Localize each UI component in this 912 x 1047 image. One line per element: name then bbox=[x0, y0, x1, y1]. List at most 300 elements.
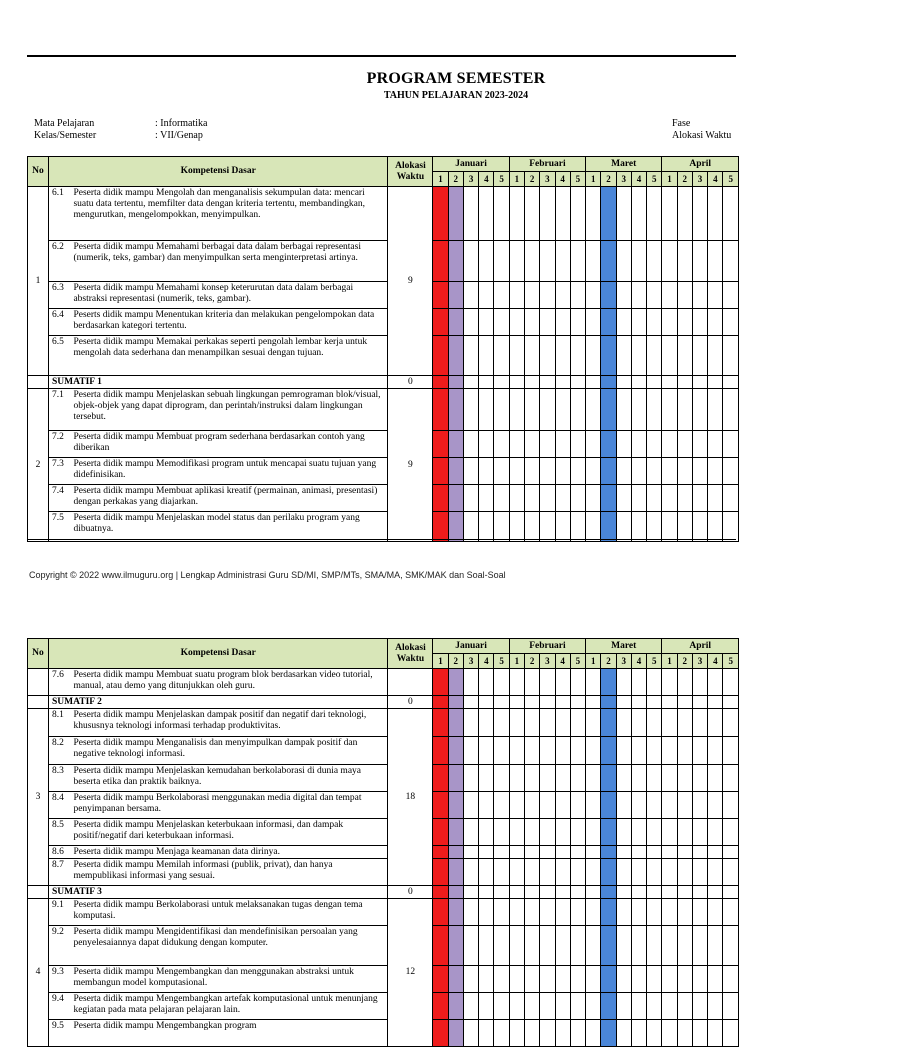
week-cell bbox=[631, 926, 646, 966]
week-cell bbox=[616, 669, 631, 696]
week-cell bbox=[708, 709, 723, 737]
week-cell bbox=[586, 926, 601, 966]
week-cell bbox=[586, 846, 601, 859]
week-cell bbox=[586, 859, 601, 886]
week-cell bbox=[708, 846, 723, 859]
header-week: 5 bbox=[723, 172, 739, 187]
week-cell bbox=[509, 886, 524, 899]
kd-number: 7.5 bbox=[48, 512, 70, 542]
week-cell bbox=[662, 765, 677, 792]
week-cell bbox=[662, 241, 677, 282]
group-number: 4 bbox=[28, 899, 49, 1047]
week-cell bbox=[631, 309, 646, 336]
week-cell-red bbox=[433, 187, 448, 241]
header-week: 1 bbox=[586, 172, 601, 187]
week-cell-purple bbox=[448, 512, 463, 542]
week-cell bbox=[708, 899, 723, 926]
week-cell bbox=[586, 431, 601, 458]
week-cell bbox=[479, 282, 494, 309]
week-cell bbox=[540, 859, 555, 886]
week-cell bbox=[616, 899, 631, 926]
week-cell bbox=[662, 926, 677, 966]
week-cell bbox=[708, 241, 723, 282]
week-cell bbox=[708, 993, 723, 1020]
kd-number: 6.1 bbox=[48, 187, 70, 241]
week-cell-purple bbox=[448, 282, 463, 309]
kd-number: 7.6 bbox=[48, 669, 70, 696]
sumatif-row bbox=[28, 696, 739, 709]
week-cell-purple bbox=[448, 669, 463, 696]
week-cell bbox=[723, 309, 739, 336]
week-cell bbox=[509, 819, 524, 846]
kd-row bbox=[28, 187, 739, 241]
alokasi-waktu-value: 9 bbox=[388, 389, 433, 542]
week-cell bbox=[723, 512, 739, 542]
week-cell bbox=[570, 282, 585, 309]
week-cell bbox=[494, 966, 509, 993]
week-cell bbox=[692, 485, 707, 512]
kd-row bbox=[28, 389, 739, 431]
week-cell-red bbox=[433, 709, 448, 737]
week-cell bbox=[540, 792, 555, 819]
week-cell bbox=[540, 926, 555, 966]
week-cell bbox=[586, 1020, 601, 1047]
week-cell-blue bbox=[601, 737, 616, 765]
week-cell bbox=[555, 846, 570, 859]
kd-row bbox=[28, 926, 739, 966]
kd-description: Peserta didik mampu Memodifikasi program untuk mencapai suatu tujuan yang didefinisikan. bbox=[70, 458, 387, 485]
week-cell bbox=[647, 389, 662, 431]
week-cell bbox=[525, 792, 540, 819]
kd-description: Peserta didik mampu Mengembangkan dan menggunakan abstraksi untuk membangun model komputasional. bbox=[70, 966, 387, 993]
week-cell bbox=[723, 187, 739, 241]
week-cell-red bbox=[433, 669, 448, 696]
week-cell bbox=[616, 512, 631, 542]
mapel-value: : Informatika bbox=[155, 118, 208, 129]
header-week: 1 bbox=[433, 654, 448, 669]
week-cell-red bbox=[433, 431, 448, 458]
week-cell-purple bbox=[448, 431, 463, 458]
week-cell bbox=[494, 376, 509, 389]
week-cell bbox=[708, 669, 723, 696]
kd-number: 8.3 bbox=[48, 765, 70, 792]
week-cell bbox=[494, 765, 509, 792]
header-week: 4 bbox=[631, 654, 646, 669]
week-cell bbox=[555, 966, 570, 993]
week-cell bbox=[555, 792, 570, 819]
week-cell bbox=[494, 512, 509, 542]
kd-number: 6.3 bbox=[48, 282, 70, 309]
week-cell-purple bbox=[448, 846, 463, 859]
week-cell-blue bbox=[601, 819, 616, 846]
week-cell bbox=[555, 709, 570, 737]
week-cell-red bbox=[433, 899, 448, 926]
week-cell-blue bbox=[601, 966, 616, 993]
header-no: No bbox=[28, 639, 49, 669]
week-cell bbox=[662, 696, 677, 709]
week-cell bbox=[509, 993, 524, 1020]
week-cell bbox=[708, 966, 723, 993]
week-cell bbox=[463, 899, 478, 926]
week-cell bbox=[631, 389, 646, 431]
week-cell bbox=[723, 669, 739, 696]
week-cell bbox=[692, 187, 707, 241]
week-cell bbox=[494, 1020, 509, 1047]
week-cell-red bbox=[433, 886, 448, 899]
week-cell bbox=[525, 846, 540, 859]
week-cell bbox=[723, 1020, 739, 1047]
program-table-page1 bbox=[27, 156, 739, 539]
week-cell bbox=[692, 458, 707, 485]
week-cell bbox=[631, 1020, 646, 1047]
week-cell bbox=[647, 282, 662, 309]
week-cell bbox=[525, 993, 540, 1020]
week-cell bbox=[586, 376, 601, 389]
week-cell-blue bbox=[601, 859, 616, 886]
week-cell bbox=[647, 899, 662, 926]
week-cell bbox=[631, 485, 646, 512]
week-cell-purple bbox=[448, 966, 463, 993]
week-cell bbox=[586, 886, 601, 899]
week-cell-blue bbox=[601, 696, 616, 709]
kd-row bbox=[28, 669, 739, 696]
week-cell bbox=[586, 709, 601, 737]
header-week: 1 bbox=[433, 172, 448, 187]
week-cell-red bbox=[433, 765, 448, 792]
week-cell bbox=[723, 899, 739, 926]
week-cell-blue bbox=[601, 792, 616, 819]
week-cell bbox=[723, 709, 739, 737]
week-cell-purple bbox=[448, 696, 463, 709]
week-cell bbox=[525, 512, 540, 542]
week-cell bbox=[494, 669, 509, 696]
week-cell-red bbox=[433, 993, 448, 1020]
week-cell-purple bbox=[448, 993, 463, 1020]
header-week: 5 bbox=[647, 172, 662, 187]
kd-row bbox=[28, 819, 739, 846]
header-week: 4 bbox=[708, 654, 723, 669]
header-month: Februari bbox=[509, 639, 585, 654]
week-cell bbox=[494, 993, 509, 1020]
kd-row bbox=[28, 1020, 739, 1047]
week-cell bbox=[677, 696, 692, 709]
week-cell bbox=[479, 431, 494, 458]
week-cell bbox=[586, 737, 601, 765]
kd-row bbox=[28, 792, 739, 819]
copyright-footer: Copyright © 2022 www.ilmuguru.org | Lengkap Administrasi Guru SD/MI, SMP/MTs, SMA/MA, SMK/MAK dan Soal-Soal bbox=[29, 570, 506, 580]
week-cell bbox=[708, 737, 723, 765]
header-no: No bbox=[28, 157, 49, 187]
week-cell bbox=[509, 792, 524, 819]
week-cell bbox=[525, 282, 540, 309]
week-cell bbox=[509, 431, 524, 458]
week-cell bbox=[708, 389, 723, 431]
week-cell bbox=[662, 389, 677, 431]
week-cell bbox=[494, 926, 509, 966]
week-cell bbox=[540, 485, 555, 512]
week-cell bbox=[616, 241, 631, 282]
week-cell bbox=[662, 899, 677, 926]
week-cell bbox=[479, 819, 494, 846]
week-cell bbox=[708, 1020, 723, 1047]
week-cell bbox=[494, 737, 509, 765]
week-cell-blue bbox=[601, 241, 616, 282]
header-month: April bbox=[662, 639, 739, 654]
week-cell bbox=[463, 187, 478, 241]
week-cell-blue bbox=[601, 1020, 616, 1047]
week-cell bbox=[647, 737, 662, 765]
week-cell bbox=[647, 886, 662, 899]
header-week: 1 bbox=[509, 172, 524, 187]
alokasi-waktu-value bbox=[388, 669, 433, 696]
week-cell bbox=[662, 431, 677, 458]
week-cell-purple bbox=[448, 1020, 463, 1047]
kd-row bbox=[28, 241, 739, 282]
week-cell bbox=[525, 966, 540, 993]
week-cell bbox=[479, 966, 494, 993]
week-cell bbox=[555, 696, 570, 709]
week-cell bbox=[616, 336, 631, 376]
week-cell bbox=[723, 846, 739, 859]
week-cell bbox=[525, 241, 540, 282]
week-cell bbox=[540, 1020, 555, 1047]
header-month: Januari bbox=[433, 639, 509, 654]
week-cell bbox=[616, 187, 631, 241]
week-cell bbox=[479, 669, 494, 696]
week-cell bbox=[463, 389, 478, 431]
week-cell bbox=[631, 512, 646, 542]
week-cell bbox=[555, 282, 570, 309]
week-cell bbox=[708, 765, 723, 792]
week-cell bbox=[662, 846, 677, 859]
week-cell bbox=[586, 336, 601, 376]
week-cell-blue bbox=[601, 376, 616, 389]
week-cell bbox=[631, 187, 646, 241]
week-cell-blue bbox=[601, 187, 616, 241]
week-cell bbox=[692, 376, 707, 389]
week-cell bbox=[540, 282, 555, 309]
week-cell bbox=[677, 737, 692, 765]
week-cell bbox=[631, 696, 646, 709]
week-cell bbox=[708, 792, 723, 819]
week-cell bbox=[586, 309, 601, 336]
week-cell bbox=[662, 993, 677, 1020]
kd-description: Peserta didik mampu Menjelaskan dampak positif dan negatif dari teknologi, khususnya teknologi informasi terhadap produktivitas. bbox=[70, 709, 387, 737]
week-cell bbox=[692, 669, 707, 696]
sumatif-label: SUMATIF 3 bbox=[48, 886, 387, 899]
week-cell bbox=[540, 431, 555, 458]
week-cell bbox=[463, 376, 478, 389]
week-cell bbox=[647, 846, 662, 859]
week-cell bbox=[540, 966, 555, 993]
kd-row bbox=[28, 336, 739, 376]
sumatif-alokasi: 0 bbox=[388, 696, 433, 709]
week-cell bbox=[677, 899, 692, 926]
header-month: April bbox=[662, 157, 739, 172]
week-cell-red bbox=[433, 458, 448, 485]
header-week: 3 bbox=[616, 654, 631, 669]
header-week: 3 bbox=[692, 654, 707, 669]
week-cell bbox=[540, 899, 555, 926]
week-cell bbox=[463, 669, 478, 696]
week-cell bbox=[540, 389, 555, 431]
week-cell bbox=[509, 737, 524, 765]
week-cell bbox=[570, 309, 585, 336]
kd-row bbox=[28, 431, 739, 458]
week-cell bbox=[555, 485, 570, 512]
week-cell bbox=[479, 899, 494, 926]
kd-row bbox=[28, 709, 739, 737]
week-cell bbox=[570, 765, 585, 792]
week-cell bbox=[631, 709, 646, 737]
sumatif-label: SUMATIF 2 bbox=[48, 696, 387, 709]
week-cell bbox=[616, 709, 631, 737]
week-cell bbox=[540, 819, 555, 846]
week-cell-purple bbox=[448, 792, 463, 819]
week-cell bbox=[463, 1020, 478, 1047]
week-cell bbox=[631, 376, 646, 389]
week-cell bbox=[570, 899, 585, 926]
week-cell-blue bbox=[601, 336, 616, 376]
week-cell bbox=[662, 485, 677, 512]
week-cell bbox=[647, 696, 662, 709]
week-cell bbox=[586, 819, 601, 846]
week-cell bbox=[463, 765, 478, 792]
week-cell-red bbox=[433, 389, 448, 431]
week-cell bbox=[723, 431, 739, 458]
kd-number: 8.2 bbox=[48, 737, 70, 765]
week-cell bbox=[631, 669, 646, 696]
group-number: 1 bbox=[28, 187, 49, 376]
week-cell-purple bbox=[448, 389, 463, 431]
week-cell-blue bbox=[601, 389, 616, 431]
week-cell-blue bbox=[601, 846, 616, 859]
week-cell bbox=[525, 899, 540, 926]
week-cell bbox=[479, 458, 494, 485]
week-cell bbox=[570, 846, 585, 859]
week-cell bbox=[540, 669, 555, 696]
week-cell bbox=[570, 993, 585, 1020]
kd-description: Peserta didik mampu Berkolaborasi untuk melaksanakan tugas dengan tema komputasi. bbox=[70, 899, 387, 926]
kd-row bbox=[28, 458, 739, 485]
week-cell bbox=[570, 819, 585, 846]
week-cell-red bbox=[433, 859, 448, 886]
week-cell bbox=[692, 792, 707, 819]
header-week: 4 bbox=[479, 654, 494, 669]
week-cell bbox=[662, 512, 677, 542]
week-cell bbox=[494, 709, 509, 737]
week-cell bbox=[631, 282, 646, 309]
week-cell bbox=[463, 431, 478, 458]
week-cell bbox=[677, 458, 692, 485]
kelas-label: Kelas/Semester bbox=[34, 130, 97, 141]
week-cell bbox=[509, 376, 524, 389]
week-cell bbox=[509, 485, 524, 512]
mapel-label: Mata Pelajaran bbox=[34, 118, 95, 129]
kd-number: 7.1 bbox=[48, 389, 70, 431]
week-cell bbox=[525, 765, 540, 792]
week-cell bbox=[479, 1020, 494, 1047]
week-cell bbox=[662, 669, 677, 696]
kd-description: Peserta didik mampu Berkolaborasi menggunakan media digital dan tempat penyimpanan bersama. bbox=[70, 792, 387, 819]
week-cell bbox=[677, 792, 692, 819]
week-cell bbox=[647, 512, 662, 542]
kd-number: 8.5 bbox=[48, 819, 70, 846]
week-cell-blue bbox=[601, 993, 616, 1020]
alokasi-waktu-value: 9 bbox=[388, 187, 433, 376]
week-cell bbox=[662, 309, 677, 336]
week-cell bbox=[631, 336, 646, 376]
week-cell bbox=[616, 282, 631, 309]
week-cell bbox=[479, 512, 494, 542]
week-cell-purple bbox=[448, 926, 463, 966]
week-cell bbox=[494, 899, 509, 926]
week-cell-purple bbox=[448, 485, 463, 512]
week-cell bbox=[509, 336, 524, 376]
week-cell bbox=[494, 792, 509, 819]
kd-description: Peserta didik mampu Menjelaskan model status dan perilaku program yang dibuatnya. bbox=[70, 512, 387, 542]
week-cell bbox=[540, 512, 555, 542]
week-cell bbox=[647, 187, 662, 241]
header-week: 4 bbox=[479, 172, 494, 187]
week-cell bbox=[479, 859, 494, 886]
week-cell bbox=[616, 846, 631, 859]
week-cell-red bbox=[433, 792, 448, 819]
week-cell bbox=[692, 282, 707, 309]
week-cell-red bbox=[433, 241, 448, 282]
week-cell bbox=[509, 1020, 524, 1047]
week-cell bbox=[463, 485, 478, 512]
kd-number: 8.7 bbox=[48, 859, 70, 886]
week-cell bbox=[723, 765, 739, 792]
header-alokasi-waktu: Alokasi Waktu bbox=[388, 157, 433, 187]
week-cell bbox=[479, 926, 494, 966]
week-cell bbox=[555, 512, 570, 542]
week-cell bbox=[463, 309, 478, 336]
week-cell bbox=[479, 389, 494, 431]
week-cell-purple bbox=[448, 458, 463, 485]
week-cell bbox=[723, 993, 739, 1020]
week-cell bbox=[616, 376, 631, 389]
week-cell-blue bbox=[601, 765, 616, 792]
week-cell bbox=[479, 696, 494, 709]
week-cell bbox=[692, 1020, 707, 1047]
week-cell bbox=[662, 187, 677, 241]
week-cell bbox=[570, 485, 585, 512]
week-cell bbox=[647, 966, 662, 993]
header-week: 4 bbox=[631, 172, 646, 187]
week-cell bbox=[509, 187, 524, 241]
week-cell bbox=[570, 709, 585, 737]
week-cell bbox=[631, 241, 646, 282]
kd-description: Peserta didik mampu Mengembangkan artefak komputasional untuk menunjang kegiatan pada mata pelajaran pelajaran lain. bbox=[70, 993, 387, 1020]
kd-number: 8.6 bbox=[48, 846, 70, 859]
header-month: Maret bbox=[586, 639, 662, 654]
week-cell bbox=[509, 512, 524, 542]
week-cell bbox=[677, 886, 692, 899]
week-cell bbox=[479, 336, 494, 376]
week-cell-purple bbox=[448, 765, 463, 792]
week-cell bbox=[692, 899, 707, 926]
week-cell-blue bbox=[601, 669, 616, 696]
week-cell bbox=[479, 709, 494, 737]
week-cell bbox=[616, 696, 631, 709]
week-cell bbox=[463, 336, 478, 376]
sumatif-alokasi: 0 bbox=[388, 886, 433, 899]
header-week: 1 bbox=[586, 654, 601, 669]
week-cell bbox=[494, 336, 509, 376]
alokasi-waktu-label: Alokasi Waktu bbox=[672, 130, 732, 141]
